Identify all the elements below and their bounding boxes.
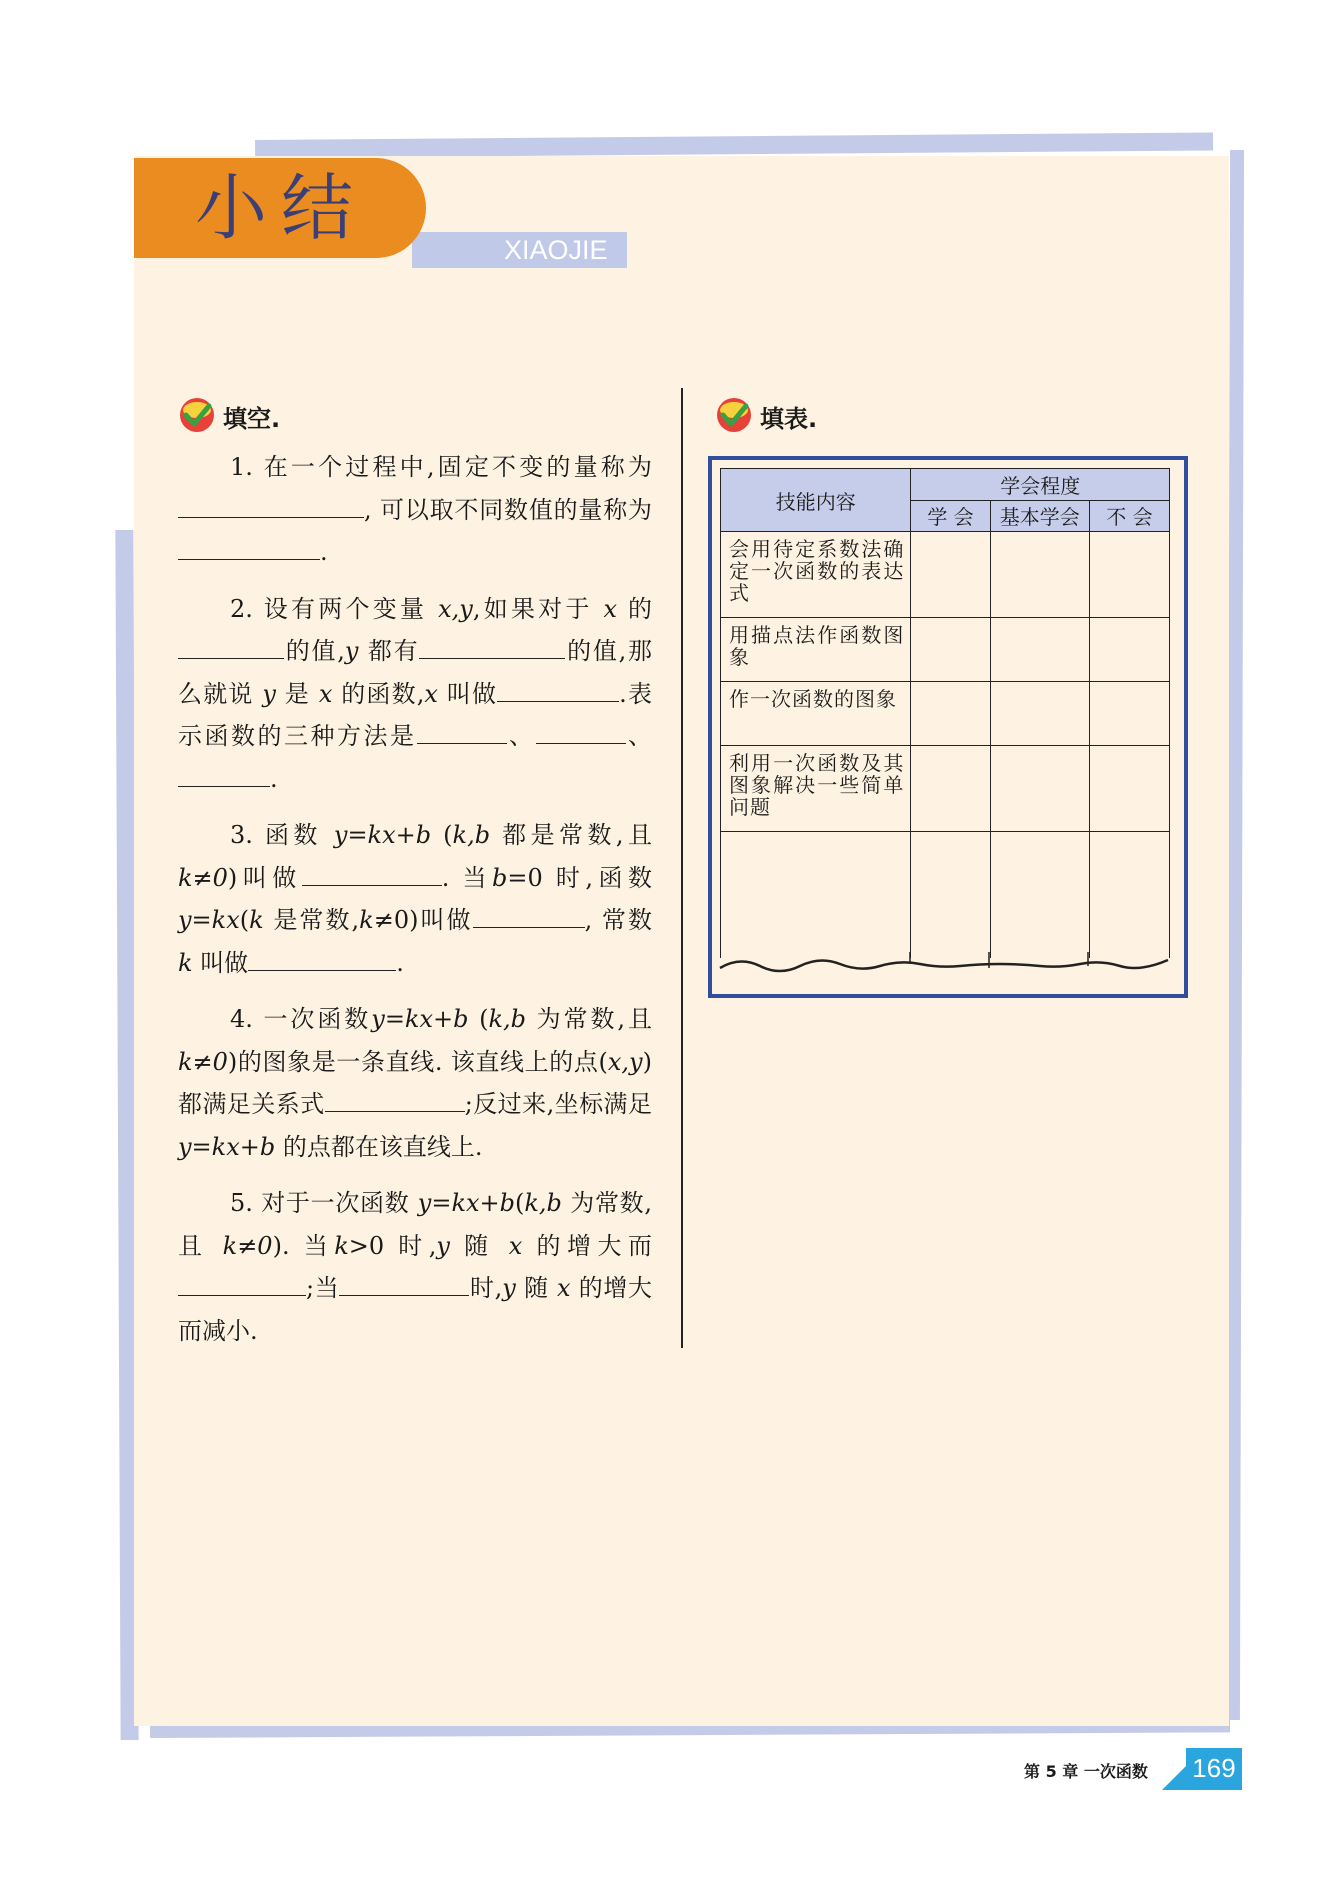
- blank-2a[interactable]: [178, 632, 284, 659]
- blank-5a[interactable]: [178, 1269, 306, 1296]
- blank-2b[interactable]: [419, 632, 565, 659]
- check-badge-icon: [715, 396, 753, 434]
- question-5: 5. 对于一次函数 y=kx+b(k,b 为常数,且 k≠0). 当k>0 时,y 随 x 的增大而;当 时,y 随 x 的增大而减小.: [178, 1189, 653, 1345]
- check-cell[interactable]: [911, 618, 990, 682]
- check-cell[interactable]: [911, 532, 990, 618]
- blank-4a[interactable]: [325, 1085, 465, 1112]
- blank-5b[interactable]: [339, 1269, 469, 1296]
- table-row: [721, 532, 1170, 618]
- sub-col-not: 不 会: [1089, 500, 1169, 532]
- check-cell[interactable]: [1089, 682, 1169, 746]
- blank-3a[interactable]: [302, 859, 442, 886]
- skill-cell: 作一次函数的图象: [721, 682, 911, 746]
- page-number: 169: [1192, 1753, 1236, 1783]
- col-skill-header: 技能内容: [721, 469, 911, 532]
- skill-table: [720, 468, 1170, 982]
- blank-2e[interactable]: [536, 717, 626, 744]
- sub-col-learned: 学 会: [911, 500, 990, 532]
- page-tab-arrow: [1162, 1764, 1188, 1790]
- fill-section-heading: 填空.: [223, 405, 281, 433]
- check-cell[interactable]: [990, 532, 1089, 618]
- check-cell[interactable]: [1089, 532, 1169, 618]
- fill-in-questions: [178, 446, 652, 1366]
- paper-edge-top: [255, 132, 1213, 158]
- blank-2f[interactable]: [178, 760, 270, 787]
- skill-cell: 利用一次函数及其图象解决一些简单问题: [721, 746, 911, 832]
- check-cell[interactable]: [990, 618, 1089, 682]
- page-subtitle: XIAOJIE: [504, 235, 608, 265]
- question-1: 1. 在一个过程中,固定不变的量称为, 可以取不同数值的量称为.: [178, 446, 652, 574]
- sub-col-mostly: 基本学会: [990, 500, 1089, 532]
- check-cell[interactable]: [911, 682, 990, 746]
- question-4: 4. 一次函数y=kx+b (k,b 为常数,且 k≠0)的图象是一条直线. 该直线上的点(x,y)都满足关系式 ;反过来,坐标满足 y=kx+b 的点都在该直线上.: [178, 1005, 653, 1161]
- check-cell[interactable]: [1089, 618, 1169, 682]
- blank-3b[interactable]: [473, 901, 585, 928]
- blank-2d[interactable]: [417, 717, 507, 744]
- table-row: [721, 618, 1170, 682]
- skill-cell: 会用待定系数法确定一次函数的表达式: [721, 532, 911, 618]
- blank-1a[interactable]: [178, 491, 364, 518]
- check-cell[interactable]: [1089, 746, 1169, 832]
- check-badge-icon: [178, 396, 216, 434]
- col-degree-header: 学会程度: [911, 469, 1170, 501]
- question-2: 2. 设有两个变量 x,y,如果对于 x 的的值,y 都有 的值,那么就说 y 是 x 的函数,x 叫做 .表示函数的三种方法是 、 、 .: [178, 594, 652, 793]
- skill-cell: 用描点法作函数图象: [721, 618, 911, 682]
- torn-edge-wave: [716, 952, 1172, 982]
- blank-2c[interactable]: [497, 675, 619, 702]
- blank-3c[interactable]: [248, 944, 396, 971]
- check-cell[interactable]: [911, 746, 990, 832]
- table-section-heading: 填表.: [760, 405, 818, 433]
- page-title: 小结: [195, 166, 368, 250]
- question-3: 3. 函数 y=kx+b (k,b 都是常数,且 k≠0)叫做 . 当b=0 时,函数 y=kx(k 是常数,k≠0)叫做 , 常数 k 叫做 .: [178, 821, 652, 977]
- table-row: [721, 682, 1170, 746]
- check-cell[interactable]: [990, 682, 1089, 746]
- check-cell[interactable]: [990, 746, 1089, 832]
- chapter-label: 第 5 章 一次函数: [1024, 1762, 1148, 1781]
- blank-1b[interactable]: [178, 533, 320, 560]
- column-divider: [681, 388, 683, 1348]
- table-row: [721, 746, 1170, 832]
